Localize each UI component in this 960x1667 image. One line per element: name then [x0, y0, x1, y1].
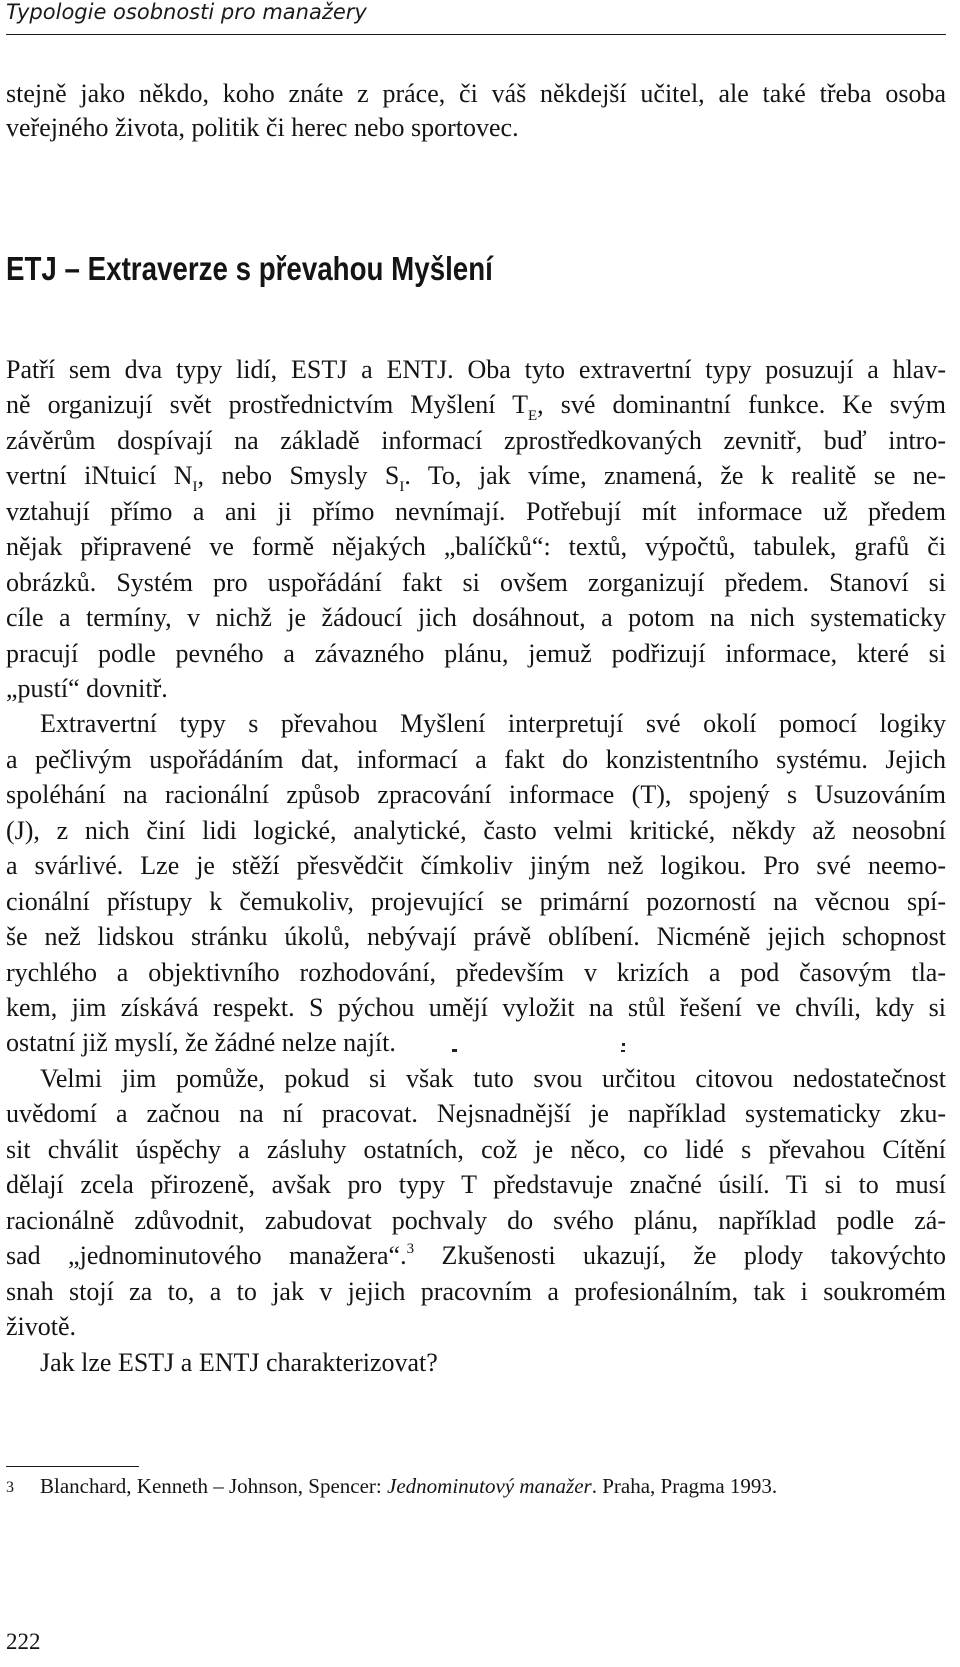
- text-line: rychlého a objektivního rozhodování, především v krizích a pod časovým tla-: [6, 958, 946, 987]
- text-line: snah stojí za to, a to jak v jejich pracovním a profesionálním, tak i soukromém: [6, 1277, 946, 1306]
- text-line: sad „jednominutového manažera“.$^3$ Zkušenosti ukazují, že plody takovýchto: [6, 1241, 946, 1270]
- text-line: pracují podle pevného a závazného plánu, jemuž podřizují informace, které si: [6, 639, 946, 668]
- subscript: I: [192, 479, 198, 495]
- text-line: uvědomí a začnou na ní pracovat. Nejsnadnější je například systematicky zku-: [6, 1099, 946, 1128]
- footnote-number: 3: [6, 1479, 14, 1496]
- text-line: vertní iNtuicí $N_I$, nebo Smysly $S_I$. To, jak víme, znamená, že k realitě se ne-: [6, 461, 946, 495]
- text-line: vztahují přímo a ani ji přímo nevnímají. Potřebují mít informace už předem: [6, 497, 946, 526]
- text-line: závěrům dospívají na základě informací zprostředkovaných zevnitř, buď intro-: [6, 426, 946, 455]
- section-heading: ETJ – Extraverze s převahou Myšlení: [6, 250, 493, 287]
- text-line: cionální přístupy k čemukoliv, projevující se primární pozorností na věcnou spí-: [6, 887, 946, 916]
- text-line: nějak připravené ve formě nějakých „balíčků“: textů, výpočtů, tabulek, grafů či: [6, 532, 946, 561]
- text-line: še než lidskou stránku úkolů, nebývají právě oblíbení. Nicméně jejich schopnost: [6, 922, 946, 951]
- book-title: Jednominutový manažer: [387, 1474, 592, 1498]
- text-line: „pustí“ dovnitř.: [6, 674, 168, 703]
- subscript: I: [399, 479, 405, 495]
- text-line: sit chválit úspěchy a zásluhy ostatních, což je něco, co lidé s převahou Cítění: [6, 1135, 946, 1164]
- text-line: Extravertní typy s převahou Myšlení interpretují své okolí pomocí logiky: [40, 709, 946, 738]
- subscript: E: [527, 408, 538, 424]
- page-number: 222: [6, 1629, 41, 1654]
- footnote-rule: [6, 1466, 139, 1467]
- text-line: životě.: [6, 1312, 77, 1341]
- print-speck: [621, 1050, 625, 1052]
- print-speck: [452, 1049, 457, 1052]
- text-line: Velmi jim pomůže, pokud si však tuto svou určitou citovou nedostatečnost: [40, 1064, 946, 1093]
- running-title: Typologie osobnosti pro manažery: [6, 0, 367, 24]
- text-line: Jak lze ESTJ a ENTJ charakterizovat?: [40, 1348, 438, 1377]
- text-line: spoléhání na racionální způsob zpracování informace (T), spojený s Usuzováním: [6, 780, 946, 809]
- footnote-reference: 3: [406, 1241, 415, 1257]
- text-line: dělají zcela přirozeně, avšak pro typy T představuje značné úsilí. Ti si to musí: [6, 1170, 946, 1199]
- text-line: racionálně zdůvodnit, zabudovat pochvaly do svého plánu, například podle zá-: [6, 1206, 946, 1235]
- running-header: [6, 0, 946, 35]
- text-line: kem, jim získává respekt. S pýchou umějí vyložit na stůl řešení ve chvíli, kdy si: [6, 993, 946, 1022]
- text-line: obrázků. Systém pro uspořádání fakt si ovšem zorganizují předem. Stanoví si: [6, 568, 946, 597]
- text-line: cíle a termíny, v nichž je žádoucí jich dosáhnout, a potom na nich systematicky: [6, 603, 946, 632]
- text-line: stejně jako někdo, koho znáte z práce, či váš někdejší učitel, ale také třeba osoba: [6, 79, 946, 108]
- text-line: a pečlivým uspořádáním dat, informací a fakt do konzistentního systému. Jejich: [6, 745, 946, 774]
- text-line: Patří sem dva typy lidí, ESTJ a ENTJ. Oba tyto extravertní typy posuzují a hlav-: [6, 355, 946, 384]
- print-speck: [622, 1043, 625, 1046]
- text-line: ostatní již myslí, že žádné nelze najít.: [6, 1028, 396, 1057]
- text-line: ně organizují svět prostřednictvím Myšlení $T_E$, své dominantní funkce. Ke svým: [6, 390, 946, 424]
- text-line: (J), z nich činí lidi logické, analytické, často velmi kritické, někdy až neosobní: [6, 816, 946, 845]
- footnote-text: Blanchard, Kenneth – Johnson, Spencer: Jednominutový manažer. Praha, Pragma 1993.: [40, 1474, 778, 1498]
- text-line: veřejného života, politik či herec nebo sportovec.: [6, 113, 519, 142]
- text-line: a svárlivé. Lze je stěží přesvědčit čímkoliv jiným než logikou. Pro své neemo-: [6, 851, 946, 880]
